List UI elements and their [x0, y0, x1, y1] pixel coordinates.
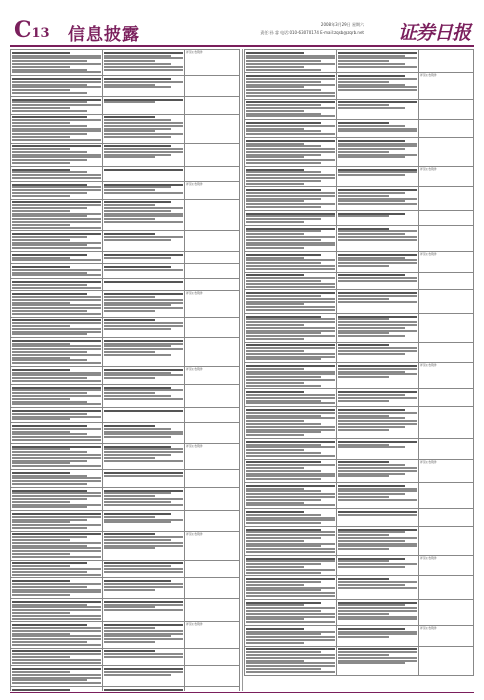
table-cell: [185, 264, 240, 279]
table-cell: [102, 487, 184, 510]
table-row: [11, 50, 240, 76]
table-cell: [245, 50, 337, 73]
table-cell: [102, 384, 184, 407]
table-row: [11, 384, 240, 407]
table-row: [245, 120, 474, 138]
table-cell: [245, 459, 337, 482]
table-cell: [419, 137, 474, 166]
table-cell: [102, 367, 184, 385]
table-cell: [419, 225, 474, 251]
table-cell: [102, 291, 184, 317]
table-row: [245, 599, 474, 625]
table-row: [245, 290, 474, 313]
table-cell: [419, 509, 474, 527]
header-rule: [10, 45, 474, 47]
table-cell: [102, 686, 184, 691]
table-cell: [102, 469, 184, 487]
table-cell: [336, 625, 418, 646]
table-cell: [11, 96, 103, 114]
table-row: [245, 459, 474, 482]
table-cell: [185, 50, 240, 76]
table-cell: [102, 578, 184, 599]
table-row: [11, 264, 240, 279]
table-cell: [102, 199, 184, 231]
section-title: 信息披露: [68, 25, 140, 45]
table-cell: [245, 137, 337, 166]
table-cell: [11, 114, 103, 143]
table-cell: [419, 625, 474, 646]
table-row: [11, 578, 240, 599]
table-cell: [102, 264, 184, 279]
table-cell: [245, 526, 337, 555]
table-row: [245, 576, 474, 599]
table-row: [11, 622, 240, 648]
table-cell: [185, 279, 240, 291]
table-cell: [245, 187, 337, 210]
table-cell: [102, 114, 184, 143]
table-cell: [245, 509, 337, 527]
table-cell: [419, 73, 474, 99]
table-cell: [419, 438, 474, 459]
table-cell: [245, 210, 337, 225]
table-cell: [11, 143, 103, 166]
table-row: [245, 526, 474, 555]
table-cell: [245, 625, 337, 646]
table-cell: [185, 317, 240, 338]
column-divider: [242, 49, 243, 691]
table-cell: [336, 313, 418, 342]
table-cell: [102, 599, 184, 622]
table-row: [245, 438, 474, 459]
right-column: [244, 49, 474, 691]
table-cell: [185, 338, 240, 367]
editor-line: 责任:孙 睿 电话:010-63070174 E-mail:zqsb@zqrb.net: [260, 30, 364, 35]
table-cell: [185, 599, 240, 622]
table-cell: [185, 578, 240, 599]
table-cell: [336, 137, 418, 166]
table-cell: [245, 438, 337, 459]
table-cell: [245, 599, 337, 625]
table-cell: [11, 76, 103, 97]
table-cell: [102, 408, 184, 423]
table-cell: [245, 389, 337, 407]
table-cell: [336, 389, 418, 407]
table-cell: [245, 313, 337, 342]
table-cell: [336, 576, 418, 599]
table-cell: [419, 210, 474, 225]
table-cell: [185, 143, 240, 166]
table-cell: [102, 50, 184, 76]
table-cell: [336, 482, 418, 508]
table-cell: [245, 342, 337, 363]
table-cell: [11, 666, 103, 687]
table-row: [11, 199, 240, 231]
table-row: [245, 646, 474, 675]
note-text: 详见公告附件: [186, 50, 203, 54]
table-cell: [419, 576, 474, 599]
table-cell: [11, 511, 103, 532]
table-cell: [419, 407, 474, 439]
table-cell: [102, 166, 184, 181]
table-cell: [11, 423, 103, 444]
table-cell: [336, 99, 418, 120]
table-row: [245, 210, 474, 225]
table-cell: [102, 181, 184, 199]
table-cell: [336, 555, 418, 576]
table-cell: [336, 407, 418, 439]
table-row: [245, 342, 474, 363]
table-cell: [185, 648, 240, 666]
table-cell: [102, 338, 184, 367]
table-cell: [185, 622, 240, 648]
table-row: [11, 487, 240, 510]
note-text: 详见公告附件: [420, 459, 437, 464]
table-cell: [245, 225, 337, 251]
note-text: 详见公告附件: [420, 555, 437, 560]
table-cell: [336, 73, 418, 99]
table-cell: [419, 342, 474, 363]
table-row: [11, 469, 240, 487]
note-text: 详见公告附件: [186, 531, 203, 536]
table-cell: [419, 99, 474, 120]
table-row: [245, 482, 474, 508]
left-disclosure-table: [10, 49, 240, 691]
table-cell: [185, 423, 240, 444]
table-cell: [336, 363, 418, 389]
table-cell: [11, 181, 103, 199]
table-cell: [11, 384, 103, 407]
table-cell: [245, 272, 337, 290]
table-row: [11, 560, 240, 578]
table-row: [11, 166, 240, 181]
table-cell: [102, 666, 184, 687]
table-cell: [102, 531, 184, 560]
table-cell: [185, 251, 240, 263]
table-row: [11, 666, 240, 687]
table-cell: [245, 73, 337, 99]
table-cell: [245, 482, 337, 508]
table-cell: [11, 531, 103, 560]
table-cell: [245, 99, 337, 120]
table-row: [11, 96, 240, 114]
table-cell: [102, 622, 184, 648]
table-row: [245, 363, 474, 389]
table-cell: [419, 187, 474, 210]
table-cell: [419, 526, 474, 555]
table-cell: [419, 599, 474, 625]
table-cell: [102, 96, 184, 114]
table-row: [11, 279, 240, 291]
table-cell: [419, 166, 474, 187]
note-text: 详见公告附件: [420, 251, 437, 256]
table-cell: [102, 423, 184, 444]
note-text: 详见公告附件: [420, 166, 437, 171]
note-text: 详见公告附件: [420, 73, 437, 78]
table-row: [245, 50, 474, 73]
table-cell: [245, 407, 337, 439]
table-cell: [185, 511, 240, 532]
table-row: [11, 114, 240, 143]
table-cell: [336, 646, 418, 675]
table-row: [11, 531, 240, 560]
table-cell: [419, 482, 474, 508]
table-cell: [11, 317, 103, 338]
table-row: [245, 625, 474, 646]
table-row: [11, 76, 240, 97]
table-cell: [419, 50, 474, 73]
table-cell: [185, 384, 240, 407]
table-cell: [419, 646, 474, 675]
table-cell: [185, 408, 240, 423]
table-cell: [419, 120, 474, 138]
table-row: [11, 143, 240, 166]
table-cell: [185, 96, 240, 114]
newspaper-masthead-logo: 证券日报: [397, 22, 470, 44]
table-cell: [11, 443, 103, 469]
table-cell: [11, 560, 103, 578]
table-row: [11, 317, 240, 338]
table-cell: [102, 143, 184, 166]
table-cell: [336, 509, 418, 527]
table-row: [11, 648, 240, 666]
table-row: [245, 251, 474, 272]
table-cell: [185, 199, 240, 231]
table-cell: [245, 166, 337, 187]
table-cell: [102, 279, 184, 291]
table-cell: [419, 290, 474, 313]
table-cell: [185, 291, 240, 317]
table-row: [11, 443, 240, 469]
table-row: [245, 407, 474, 439]
table-cell: [419, 389, 474, 407]
table-cell: [336, 251, 418, 272]
table-row: [11, 231, 240, 252]
table-cell: [419, 363, 474, 389]
table-cell: [185, 531, 240, 560]
table-cell: [185, 443, 240, 469]
table-row: [11, 251, 240, 263]
table-cell: [336, 120, 418, 138]
table-cell: [11, 367, 103, 385]
table-cell: [102, 231, 184, 252]
table-cell: [336, 272, 418, 290]
table-row: [245, 555, 474, 576]
footer-rule: [10, 692, 474, 693]
table-cell: [336, 459, 418, 482]
table-cell: [102, 251, 184, 263]
table-row: [11, 686, 240, 691]
table-row: [245, 225, 474, 251]
table-cell: [419, 459, 474, 482]
table-cell: [185, 114, 240, 143]
table-cell: [245, 555, 337, 576]
table-cell: [102, 317, 184, 338]
table-cell: [245, 576, 337, 599]
table-row: [11, 291, 240, 317]
table-row: [11, 423, 240, 444]
table-cell: [11, 50, 103, 76]
table-cell: [11, 291, 103, 317]
table-cell: [185, 487, 240, 510]
page-letter: C: [14, 17, 32, 43]
table-row: [245, 509, 474, 527]
table-cell: [11, 578, 103, 599]
page-digits: 13: [31, 26, 50, 41]
table-cell: [419, 313, 474, 342]
table-cell: [11, 199, 103, 231]
table-row: [245, 99, 474, 120]
table-cell: [185, 560, 240, 578]
table-row: [245, 73, 474, 99]
table-row: [11, 599, 240, 622]
note-text: 详见公告附件: [186, 622, 203, 627]
table-cell: [245, 251, 337, 272]
table-row: [11, 338, 240, 367]
table-cell: [11, 599, 103, 622]
table-row: [245, 137, 474, 166]
table-cell: [11, 622, 103, 648]
table-cell: [185, 666, 240, 687]
note-text: 详见公告附件: [420, 363, 437, 368]
left-column: [10, 49, 240, 691]
table-cell: [11, 487, 103, 510]
table-row: [11, 367, 240, 385]
right-disclosure-table: [244, 49, 474, 676]
table-cell: [336, 290, 418, 313]
table-cell: [336, 166, 418, 187]
table-cell: [336, 599, 418, 625]
table-cell: [245, 646, 337, 675]
table-row: [245, 389, 474, 407]
table-cell: [102, 648, 184, 666]
table-row: [245, 166, 474, 187]
table-cell: [11, 686, 103, 691]
table-row: [11, 408, 240, 423]
table-cell: [245, 363, 337, 389]
table-row: [11, 511, 240, 532]
table-cell: [185, 367, 240, 385]
table-cell: [336, 225, 418, 251]
table-cell: [102, 560, 184, 578]
table-row: [245, 187, 474, 210]
table-cell: [11, 264, 103, 279]
table-cell: [336, 50, 418, 73]
table-cell: [419, 555, 474, 576]
table-cell: [102, 511, 184, 532]
table-cell: [185, 686, 240, 691]
table-cell: [419, 251, 474, 272]
table-cell: [11, 231, 103, 252]
table-cell: [419, 272, 474, 290]
table-cell: [11, 279, 103, 291]
table-cell: [185, 231, 240, 252]
table-cell: [336, 187, 418, 210]
table-cell: [245, 290, 337, 313]
table-row: [11, 181, 240, 199]
table-cell: [11, 251, 103, 263]
note-text: 详见公告附件: [186, 181, 203, 186]
table-cell: [11, 648, 103, 666]
table-cell: [185, 469, 240, 487]
table-cell: [336, 342, 418, 363]
table-cell: [245, 120, 337, 138]
table-cell: [102, 443, 184, 469]
table-cell: [336, 438, 418, 459]
table-cell: [102, 76, 184, 97]
date-line: 2008年3月29日 星期六: [320, 22, 364, 27]
table-row: [245, 272, 474, 290]
table-cell: [185, 181, 240, 199]
table-cell: [336, 210, 418, 225]
table-cell: [336, 526, 418, 555]
table-row: [245, 313, 474, 342]
note-text: 详见公告附件: [186, 291, 203, 296]
table-cell: [11, 166, 103, 181]
table-cell: [11, 408, 103, 423]
note-text: 详见公告附件: [420, 625, 437, 630]
note-text: 详见公告附件: [186, 443, 203, 448]
table-cell: [11, 469, 103, 487]
table-cell: [11, 338, 103, 367]
note-text: 详见公告附件: [186, 367, 203, 372]
page-header: [10, 14, 474, 46]
table-cell: [185, 166, 240, 181]
page-number: [14, 17, 50, 43]
table-cell: [185, 76, 240, 97]
